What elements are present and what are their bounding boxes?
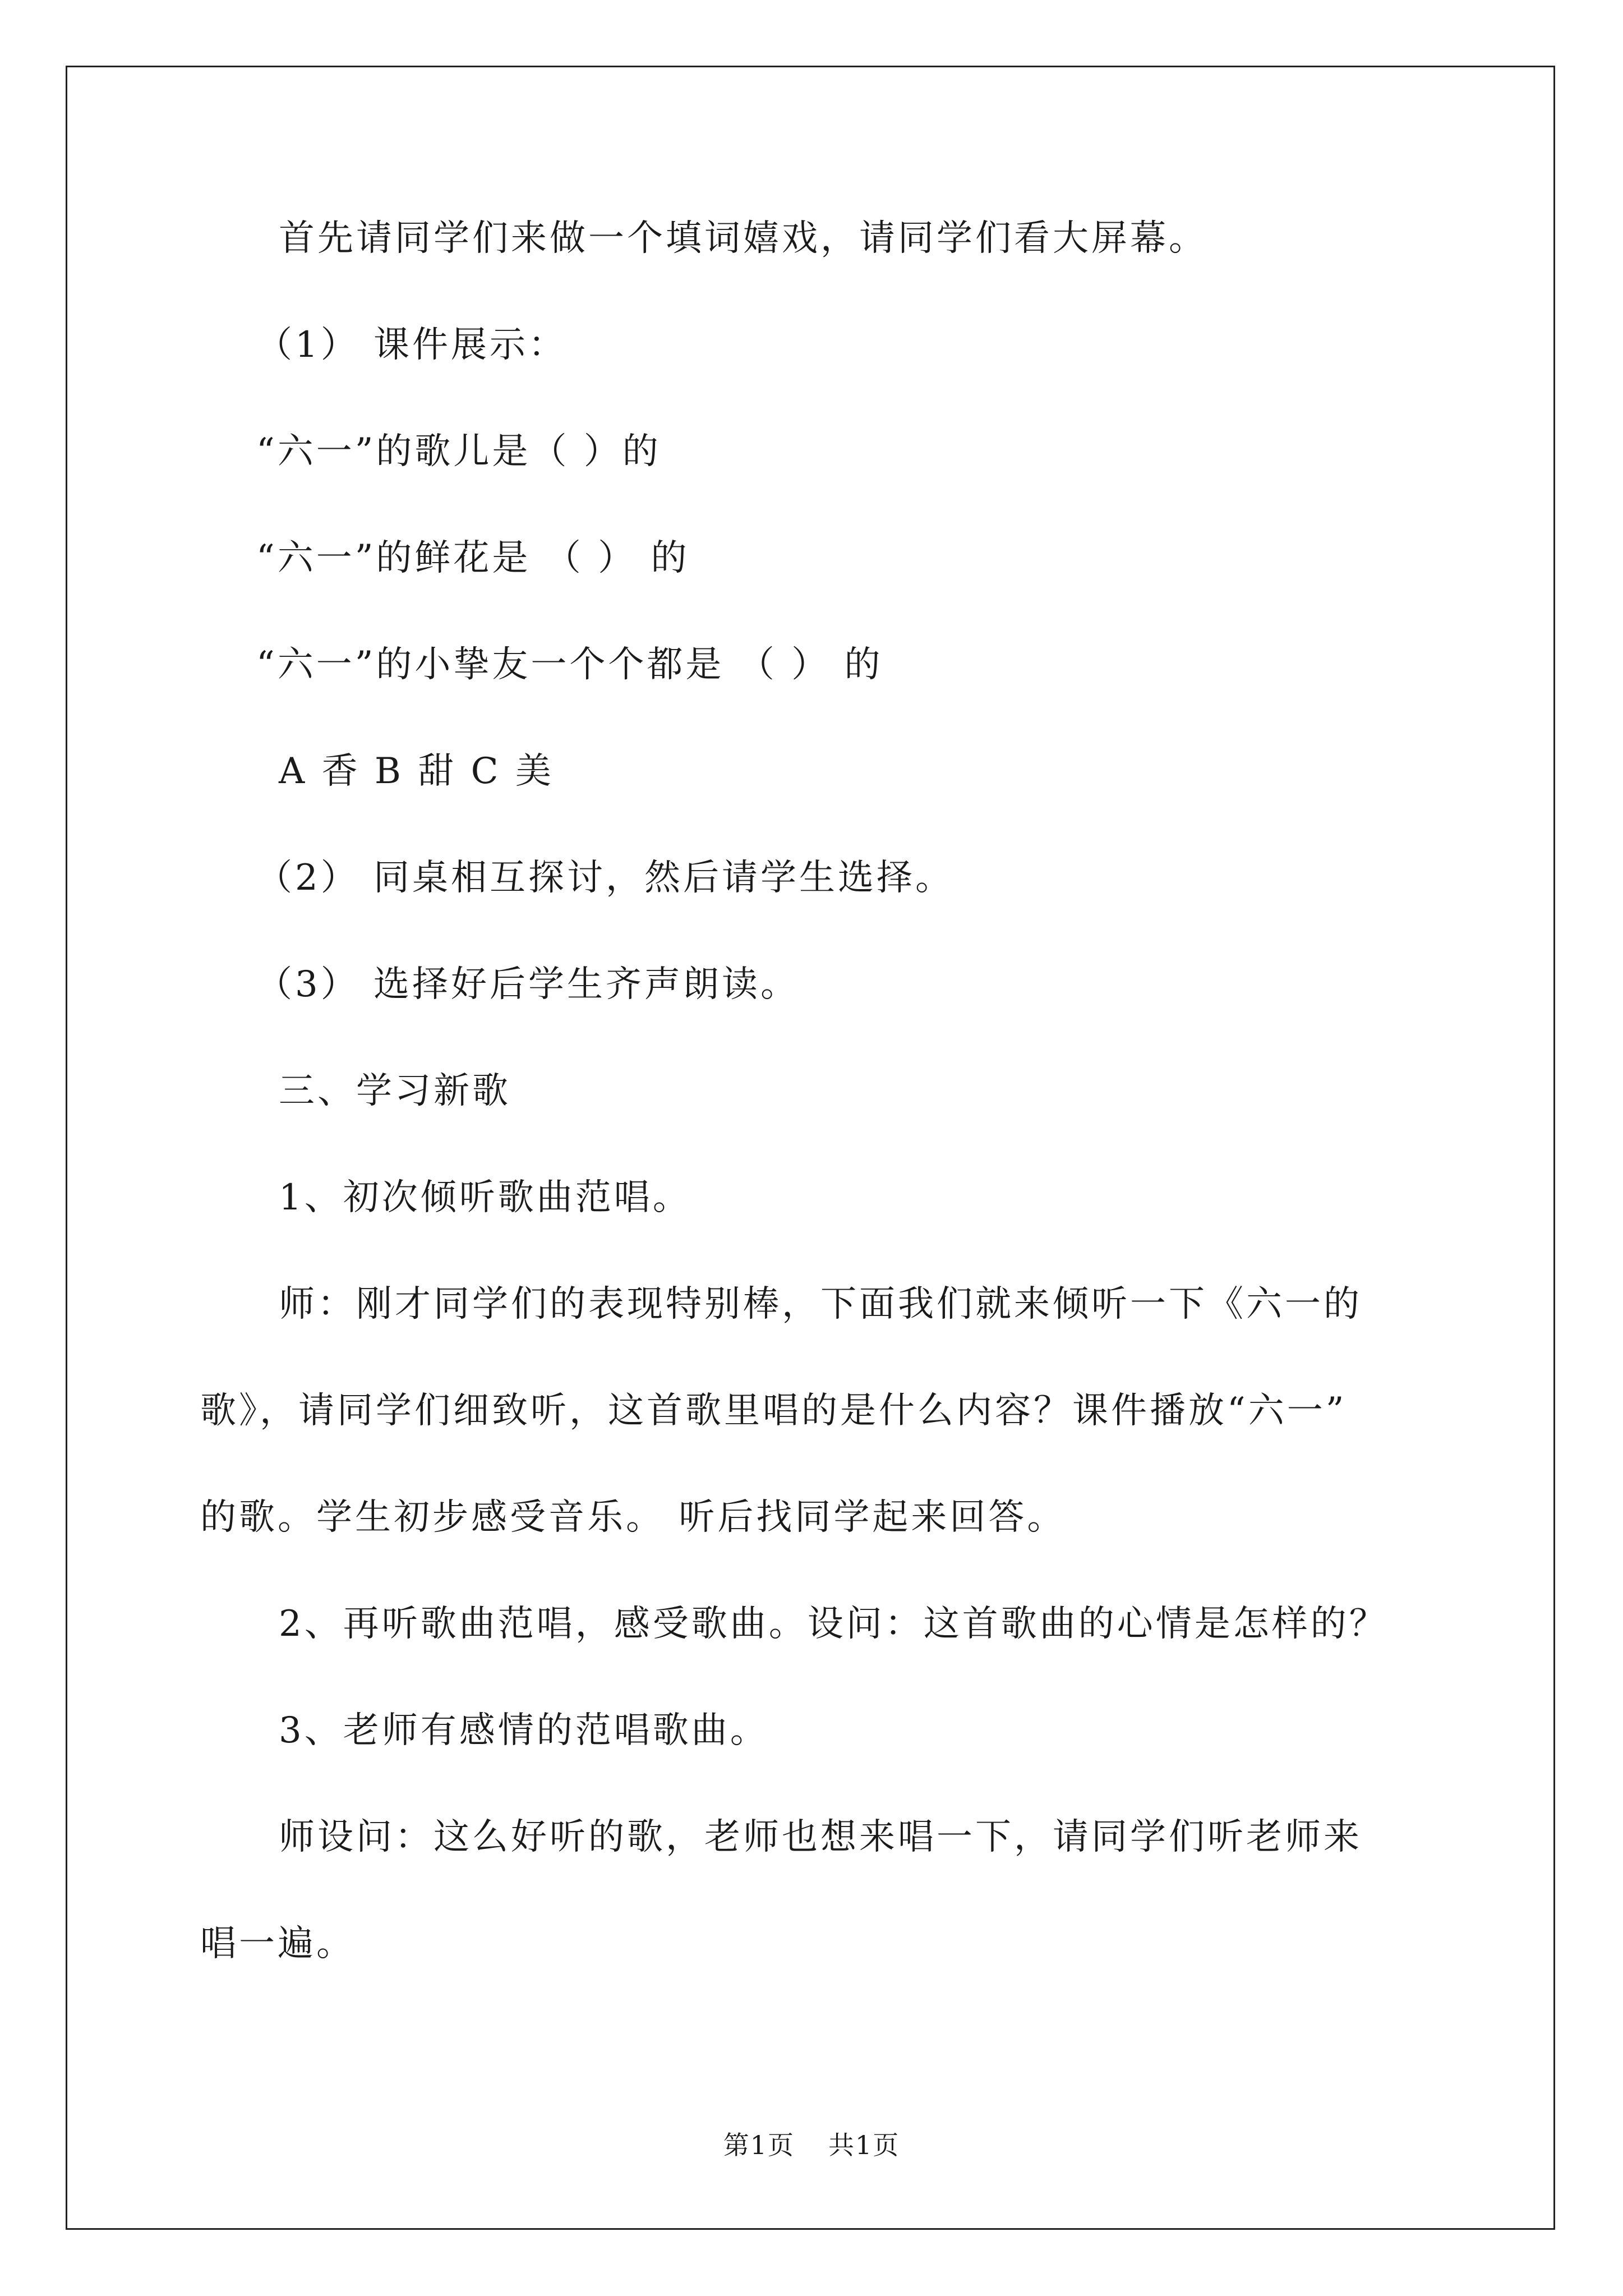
paragraph: 师设问：这么好听的歌，老师也想来唱一下，请同学们听老师来 [279,1816,1362,1858]
paragraph: （1） 课件展示： [256,324,568,366]
paragraph: A 香 B 甜 C 美 [279,751,554,792]
page-border [66,66,1555,2230]
paragraph: 唱一遍。 [200,1923,355,1964]
page-number: 第1页 [723,2130,795,2160]
paragraph: （2） 同桌相互探讨，然后请学生选择。 [256,857,955,899]
paragraph: 2、再听歌曲范唱，感受歌曲。设问：这首歌曲的心情是怎样的？ [279,1603,1388,1645]
paragraph: （3） 选择好后学生齐声朗读。 [256,964,800,1005]
page-footer [0,2129,1623,2161]
paragraph: “六一”的鲜花是 （ ） 的 [256,537,690,579]
paragraph: 歌》，请同学们细致听，这首歌里唱的是什么内容？课件播放“六一” [200,1390,1347,1432]
paragraph: “六一”的小挚友一个个都是 （ ） 的 [256,644,883,685]
paragraph: 3、老师有感情的范唱歌曲。 [279,1710,769,1751]
section-heading: 三、学习新歌 [279,1070,511,1112]
paragraph: 首先请同学们来做一个填词嬉戏，请同学们看大屏幕。 [279,218,1207,259]
paragraph: 1、初次倾听歌曲范唱。 [279,1177,691,1218]
paragraph: “六一”的歌儿是（ ）的 [256,431,661,472]
paragraph: 的歌。学生初步感受音乐。 听后找同学起来回答。 [200,1497,1066,1538]
page-total: 共1页 [828,2130,900,2160]
paragraph: 师：刚才同学们的表现特别棒，下面我们就来倾听一下《六一的 [279,1283,1362,1325]
